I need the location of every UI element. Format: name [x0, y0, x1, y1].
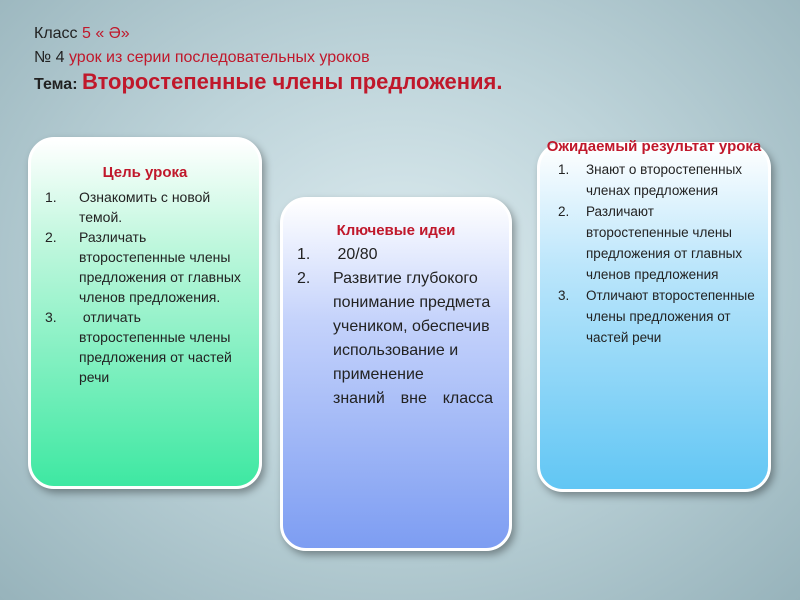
- ideas-list: [283, 243, 509, 411]
- result-list: [540, 159, 768, 348]
- idea-item-text: Развитие глубокого понимание предмета учеником, обеспечив использование и применение: [333, 270, 491, 383]
- lesson-series: урок из серии последовательных уроков: [68, 49, 370, 66]
- result-item: [540, 159, 768, 201]
- topic-line: [34, 70, 503, 97]
- key-ideas-box: [280, 197, 512, 551]
- result-item-number: 3.: [558, 288, 570, 303]
- goal-item-number: 1.: [45, 189, 57, 205]
- idea-item-number: 1.: [297, 246, 311, 263]
- topic-value: Второстепенные члены предложения.: [81, 69, 503, 94]
- goal-item-text: Различать второстепенные члены предложения от главных членов предложения.: [79, 229, 241, 305]
- result-item: [540, 285, 768, 348]
- result-item-text: Знают о второстепенных членах предложения: [586, 162, 743, 198]
- idea-item: [283, 267, 509, 411]
- lesson-number: № 4: [34, 49, 65, 66]
- goal-item-text: отличать второстепенные члены предложения от частей речи: [79, 309, 236, 385]
- goal-item-number: 3.: [45, 309, 57, 325]
- result-title: Ожидаемый результат урока: [546, 138, 762, 155]
- class-value: 5 « Ә»: [82, 25, 130, 42]
- lesson-line: [34, 46, 503, 70]
- idea-item-text: 20/80: [333, 246, 378, 263]
- idea-item-last-line: знаний вне класса: [333, 390, 493, 407]
- goal-item-text: Ознакомить с новой темой.: [79, 189, 211, 225]
- idea-item-number: 2.: [297, 270, 311, 287]
- result-item-number: 2.: [558, 204, 570, 219]
- ideas-title: Ключевые идеи: [336, 222, 456, 239]
- idea-item: [283, 243, 509, 267]
- result-item: [540, 201, 768, 285]
- class-label: Класс: [34, 25, 78, 42]
- goal-item: [31, 227, 259, 307]
- goal-list: [31, 187, 259, 387]
- expected-result-box: [537, 138, 771, 492]
- result-item-number: 1.: [558, 162, 570, 177]
- goal-item: [31, 187, 259, 227]
- goal-title: Цель урока: [102, 164, 188, 181]
- class-line: [34, 22, 503, 46]
- lesson-goal-box: [28, 137, 262, 489]
- result-item-text: Различают второстепенные члены предложения от главных членов предложения: [586, 204, 743, 282]
- goal-item: [31, 307, 259, 387]
- topic-label: Тема:: [34, 76, 78, 93]
- result-item-text: Отличают второстепенные члены предложения от частей речи: [586, 288, 755, 345]
- goal-item-number: 2.: [45, 229, 57, 245]
- slide-header: [34, 22, 503, 97]
